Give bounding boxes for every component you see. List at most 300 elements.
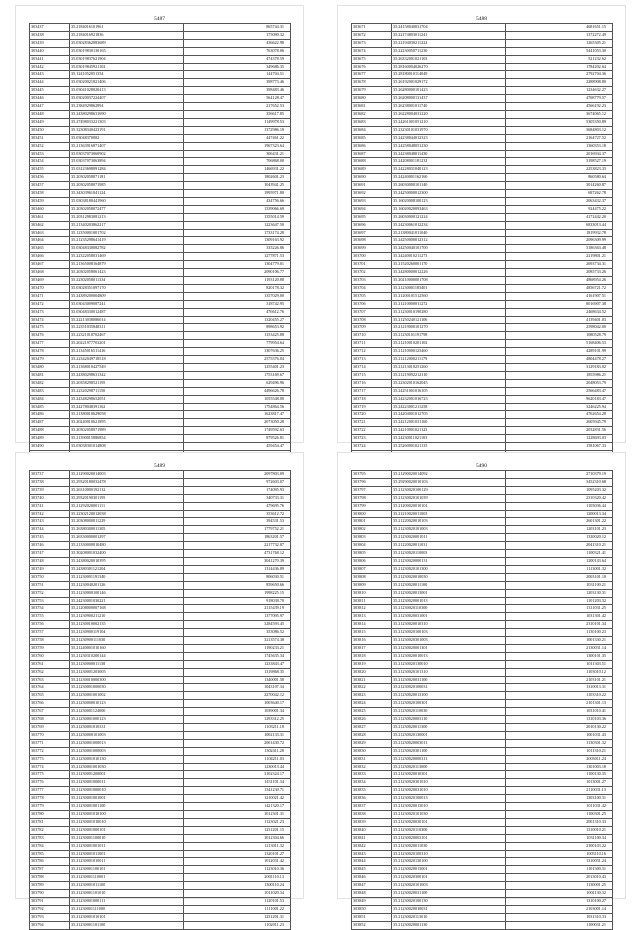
code-cell: 35.21230040201126 [69, 581, 183, 589]
amount-cell: 2003011.24 [506, 755, 613, 763]
row-id-cell: 303826 [352, 716, 392, 724]
amount-cell: 2566483.47 [506, 387, 613, 395]
table-row [30, 166, 291, 174]
data-table [351, 470, 613, 930]
table-row [352, 190, 613, 198]
amount-cell: 1210021.42 [184, 795, 291, 803]
row-id-cell: 303801 [352, 518, 392, 526]
code-cell: 35.21230020001130 [391, 921, 505, 929]
row-id-cell: 303771 [30, 739, 70, 747]
code-cell: 35.21230900211210 [69, 613, 183, 621]
amount-cell: 2693734.31 [506, 261, 613, 269]
amount-cell: 2085733.26 [506, 269, 613, 277]
row-id-cell: 303843 [352, 850, 392, 858]
code-cell: 35.21230020031001 [391, 613, 505, 621]
code-cell: 35.21240001010160 [69, 644, 183, 652]
code-cell: 35.26332001021103 [391, 55, 505, 63]
row-id-cell: 303724 [352, 443, 392, 451]
page-number: 5488 [476, 16, 487, 22]
amount-cell: 356617.85 [184, 110, 291, 118]
code-cell: 35.24228031040123 [391, 166, 505, 174]
amount-cell: 2096309.99 [506, 237, 613, 245]
row-id-cell: 303709 [352, 324, 392, 332]
amount-cell: 1223647.50 [184, 221, 291, 229]
row-id-cell: 303822 [352, 684, 392, 692]
row-id-cell: 303759 [30, 644, 70, 652]
amount-cell: 972603.07 [184, 478, 291, 486]
code-cell: 35.21290020014003 [69, 471, 183, 479]
code-cell: 35.21390015886854 [69, 435, 183, 443]
row-id-cell: 303799 [352, 502, 392, 510]
table-row [352, 755, 613, 763]
table-row [30, 621, 291, 629]
table-row [352, 629, 613, 637]
row-id-cell: 303844 [352, 858, 392, 866]
amount-cell: 1100031.21 [506, 921, 613, 929]
code-cell: 35.21230020000131 [391, 557, 505, 565]
amount-cell: 398773.46 [184, 79, 291, 87]
table-row [30, 197, 291, 205]
code-cell: 35.21230020130010 [391, 660, 505, 668]
code-cell: 35.03037073063894 [69, 158, 183, 166]
table-row [30, 803, 291, 811]
row-id-cell: 303838 [352, 810, 392, 818]
table-row [30, 826, 291, 834]
amount-cell: 4804478.27 [506, 356, 613, 364]
code-cell: 35.21230010190280 [391, 308, 505, 316]
table-row [352, 534, 613, 542]
amount-cell: 479695.76 [184, 502, 291, 510]
amount-cell: 1277871.53 [184, 253, 291, 261]
amount-cell: 1120101.53 [184, 897, 291, 905]
amount-cell: 1113001.32 [506, 565, 613, 573]
code-cell: 35.21230020101039 [391, 494, 505, 502]
row-id-cell: 303792 [30, 905, 70, 913]
table-row [352, 31, 613, 39]
amount-cell: 1190233.21 [184, 644, 291, 652]
code-cell: 35.21230020100310 [391, 850, 505, 858]
code-cell: 35.21230001011001 [69, 850, 183, 858]
table-row [30, 708, 291, 716]
amount-cell: 2103001.14 [506, 905, 613, 913]
table-row [352, 371, 613, 379]
amount-cell: 1310010.21 [506, 826, 613, 834]
amount-cell: 1003110.16 [506, 850, 613, 858]
code-cell: 35.21230020001013 [391, 597, 505, 605]
row-id-cell: 303809 [352, 581, 392, 589]
code-cell: 35.27498033221303 [69, 118, 183, 126]
amount-cell: 1855986.21 [506, 371, 613, 379]
table-row [352, 47, 613, 55]
code-cell: 35.03043009087241 [69, 300, 183, 308]
row-id-cell: 303784 [30, 842, 70, 850]
row-id-cell: 303850 [352, 905, 392, 913]
code-cell: 35.24280000012226 [391, 269, 505, 277]
row-id-cell: 303743 [30, 518, 70, 526]
amount-cell: 1100301.25 [506, 810, 613, 818]
amount-cell: 2575376.04 [184, 356, 291, 364]
row-id-cell: 303480 [30, 363, 70, 371]
table-row [352, 387, 613, 395]
table-row [352, 134, 613, 142]
row-id-cell: 303458 [30, 190, 70, 198]
row-id-cell: 303461 [30, 213, 70, 221]
table-row [30, 356, 291, 364]
table-row [30, 913, 291, 921]
code-cell: 35.21230001000003 [69, 747, 183, 755]
amount-cell: 1230013.44 [184, 763, 291, 771]
amount-cell: 1001330.21 [506, 637, 613, 645]
code-cell: 35.21212000211179 [391, 356, 505, 364]
table-row [30, 526, 291, 534]
amount-cell: 1228693.03 [506, 435, 613, 443]
table-row [352, 292, 613, 300]
table-row [30, 261, 291, 269]
row-id-cell: 303722 [352, 427, 392, 435]
code-cell: 35.03020037224407 [69, 95, 183, 103]
row-id-cell: 303785 [30, 850, 70, 858]
amount-cell: 4172442.20 [506, 213, 613, 221]
row-id-cell: 303803 [352, 534, 392, 542]
table-row [30, 763, 291, 771]
code-cell: 35.21230020301100 [391, 747, 505, 755]
table-row [30, 110, 291, 118]
row-id-cell: 303475 [30, 324, 70, 332]
code-cell: 35.21200101512560 [391, 292, 505, 300]
code-cell: 35.21520260001170 [391, 261, 505, 269]
row-id-cell: 303472 [30, 300, 70, 308]
code-cell: 35.03038180441960 [69, 197, 183, 205]
amount-cell: 459454.47 [184, 443, 291, 451]
table-row [352, 573, 613, 581]
table-row [30, 284, 291, 292]
code-cell: 35.24238044012323 [391, 134, 505, 142]
row-id-cell: 303757 [30, 629, 70, 637]
table-row [30, 150, 291, 158]
code-cell: 35.26030000101140 [391, 182, 505, 190]
row-id-cell: 303681 [352, 103, 392, 111]
amount-cell: 1753169.67 [184, 371, 291, 379]
row-id-cell: 303835 [352, 787, 392, 795]
table-row [30, 71, 291, 79]
row-id-cell: 303751 [30, 581, 70, 589]
row-id-cell: 303829 [352, 739, 392, 747]
code-cell: 35.21220020011031 [391, 542, 505, 550]
amount-cell: 1300101.35 [506, 652, 613, 660]
amount-cell: 1372986.19 [184, 126, 291, 134]
amount-cell: 763078.06 [184, 47, 291, 55]
table-row [352, 118, 613, 126]
table-row [30, 668, 291, 676]
amount-cell: 860580.64 [506, 174, 613, 182]
row-id-cell: 303460 [30, 205, 70, 213]
table-row [30, 269, 291, 277]
table-row [352, 708, 613, 716]
amount-cell: 1203101.23 [506, 526, 613, 534]
amount-cell: 1011020.34 [184, 890, 291, 898]
amount-cell: 2219801.21 [506, 253, 613, 261]
amount-cell: 859650.66 [184, 581, 291, 589]
row-id-cell: 303441 [30, 55, 70, 63]
table-row [30, 39, 291, 47]
table-row [30, 371, 291, 379]
table-row [30, 637, 291, 645]
document-page-2 [337, 5, 626, 449]
code-cell: 35.21230000101003 [69, 731, 183, 739]
code-cell: 35.29320190301195 [69, 494, 183, 502]
table-row [30, 182, 291, 190]
amount-cell: 2101301.13 [506, 700, 613, 708]
amount-cell: 1123021.23 [184, 818, 291, 826]
table-row [30, 731, 291, 739]
code-cell: 35.26310000192112 [69, 486, 183, 494]
row-id-cell: 303448 [30, 110, 70, 118]
amount-cell: 1231201.15 [184, 826, 291, 834]
row-id-cell: 303820 [352, 668, 392, 676]
table-row [30, 237, 291, 245]
amount-cell: 4496626.78 [184, 387, 291, 395]
row-id-cell: 303807 [352, 565, 392, 573]
table-row [352, 692, 613, 700]
row-id-cell: 303452 [30, 142, 70, 150]
table-row [30, 253, 291, 261]
row-id-cell: 303691 [352, 182, 392, 190]
code-cell: 35.21230001001001 [69, 795, 183, 803]
table-row [352, 316, 613, 324]
amount-cell: 5305350.89 [506, 118, 613, 126]
row-id-cell: 303694 [352, 205, 392, 213]
table-row [30, 379, 291, 387]
row-id-cell: 303765 [30, 692, 70, 700]
code-cell: 35.21230001100101 [69, 866, 183, 874]
row-id-cell: 303677 [352, 71, 392, 79]
table-row [352, 221, 613, 229]
table-row [30, 277, 291, 285]
table-row [30, 494, 291, 502]
code-cell: 35.03048330012487 [69, 308, 183, 316]
code-cell: 35.21230020001301 [391, 644, 505, 652]
code-cell: 35.21230020013100 [391, 692, 505, 700]
amount-cell: 4681651.15 [506, 24, 613, 32]
row-id-cell: 303810 [352, 589, 392, 597]
code-cell: 35.21340203862217 [69, 221, 183, 229]
table-row [30, 324, 291, 332]
table-row [30, 95, 291, 103]
code-cell: 35.21219000101270 [391, 324, 505, 332]
code-cell: 35.2184016921836 [69, 31, 183, 39]
table-row [352, 356, 613, 364]
amount-cell: 2016934.37 [506, 150, 613, 158]
code-cell: 35.21230020011100 [391, 581, 505, 589]
amount-cell: 1733174.28 [184, 229, 291, 237]
row-id-cell: 303778 [30, 795, 70, 803]
amount-cell: 1193120.88 [184, 277, 291, 285]
code-cell: 35.21230020010301 [391, 771, 505, 779]
amount-cell: 175090.32 [184, 31, 291, 39]
table-row [30, 395, 291, 403]
code-cell: 35.26228004031220 [391, 110, 505, 118]
row-id-cell: 303484 [30, 395, 70, 403]
amount-cell: 1013001.27 [506, 779, 613, 787]
table-row [30, 79, 291, 87]
row-id-cell: 303805 [352, 550, 392, 558]
row-id-cell: 303683 [352, 118, 392, 126]
amount-cell: 1043941.25 [184, 182, 291, 190]
code-cell: 35.21230020110003 [391, 550, 505, 558]
row-id-cell: 303755 [30, 613, 70, 621]
amount-cell: 1265305.21 [506, 39, 613, 47]
code-cell: 35.21368010427549 [69, 363, 183, 371]
row-id-cell: 303828 [352, 731, 392, 739]
row-id-cell: 303834 [352, 779, 392, 787]
amount-cell: 1357029.00 [184, 292, 291, 300]
code-cell: 35.21230010000300 [69, 676, 183, 684]
code-cell: 35.24240010211273 [391, 253, 505, 261]
amount-cell: 1123010.36 [184, 866, 291, 874]
table-row [30, 676, 291, 684]
row-id-cell: 303489 [30, 435, 70, 443]
table-row [30, 518, 291, 526]
table-row [30, 471, 291, 479]
table-row [352, 435, 613, 443]
table-row [30, 427, 291, 435]
table-row [352, 348, 613, 356]
row-id-cell: 303439 [30, 39, 70, 47]
amount-cell: 398483.46 [184, 87, 291, 95]
row-id-cell: 303686 [352, 142, 392, 150]
amount-cell: 2601301.22 [506, 518, 613, 526]
row-id-cell: 303468 [30, 269, 70, 277]
amount-cell: 1330020.12 [506, 534, 613, 542]
row-id-cell: 303442 [30, 63, 70, 71]
table-row [30, 795, 291, 803]
row-id-cell: 303747 [30, 550, 70, 558]
amount-cell: 217652.53 [184, 103, 291, 111]
table-row [352, 724, 613, 732]
code-cell: 35.24240001162160 [391, 174, 505, 182]
code-cell: 35.26280000101423 [391, 87, 505, 95]
code-cell: 35.24212001031160 [391, 419, 505, 427]
amount-cell: 898653.92 [184, 324, 291, 332]
amount-cell: 2710379.19 [506, 471, 613, 479]
table-row [352, 700, 613, 708]
table-row [30, 581, 291, 589]
amount-cell: 1360353.18 [506, 142, 613, 150]
code-cell: 35.21230001011100 [69, 882, 183, 890]
row-id-cell: 303791 [30, 897, 70, 905]
code-cell: 35.21230020011030 [391, 842, 505, 850]
code-cell: 35.24230061012234 [391, 221, 505, 229]
code-cell: 35.21292020001111 [69, 502, 183, 510]
table-row [352, 284, 613, 292]
code-cell: 35.21210000011272 [391, 300, 505, 308]
code-cell: 35.22321018702467 [69, 332, 183, 340]
row-id-cell: 303474 [30, 316, 70, 324]
row-id-cell: 303848 [352, 890, 392, 898]
amount-cell: 1339066.69 [184, 205, 291, 213]
table-row [30, 443, 291, 451]
table-row [30, 103, 291, 111]
page-number: 5489 [154, 463, 165, 469]
amount-cell: 820178.32 [184, 284, 291, 292]
row-id-cell: 303482 [30, 379, 70, 387]
row-id-cell: 303690 [352, 174, 392, 182]
amount-cell: 2605945.79 [506, 419, 613, 427]
table-row [352, 174, 613, 182]
row-id-cell: 303719 [352, 403, 392, 411]
code-cell: 35.24232001016723 [391, 395, 505, 403]
table-row [30, 478, 291, 486]
table-row [30, 890, 291, 898]
amount-cell: 1031100.21 [506, 581, 613, 589]
code-cell: 35.20240010621895 [69, 419, 183, 427]
code-cell: 35.21230001000030 [69, 684, 183, 692]
row-id-cell: 303783 [30, 834, 70, 842]
code-cell: 35.21230001000010 [69, 787, 183, 795]
row-id-cell: 303446 [30, 95, 70, 103]
row-id-cell: 303671 [352, 24, 392, 32]
document-page-3 [15, 452, 304, 927]
amount-cell: 1341230.71 [184, 787, 291, 795]
code-cell: 35.22174803011241 [391, 31, 505, 39]
code-cell: 35.20312983081213 [69, 213, 183, 221]
row-id-cell: 303438 [30, 31, 70, 39]
code-cell: 35.21230020101030 [391, 810, 505, 818]
table-row [30, 205, 291, 213]
code-cell: 35.21345016511416 [69, 348, 183, 356]
table-row [30, 292, 291, 300]
table-row [352, 237, 613, 245]
table-row [30, 55, 291, 63]
table-row [352, 557, 613, 565]
row-id-cell: 303788 [30, 874, 70, 882]
table-row [352, 71, 613, 79]
code-cell: 35.21230001000101 [69, 826, 183, 834]
row-id-cell: 303676 [352, 63, 392, 71]
amount-cell: 3041270.39 [184, 557, 291, 565]
row-id-cell: 303741 [30, 502, 70, 510]
amount-cell: 687262.78 [506, 190, 613, 198]
amount-cell: 2110031.13 [506, 787, 613, 795]
amount-cell: 5186363.48 [506, 245, 613, 253]
row-id-cell: 303836 [352, 795, 392, 803]
code-cell: 35.26208000131437 [391, 95, 505, 103]
amount-cell: 3198527.19 [506, 158, 613, 166]
table-row [30, 435, 291, 443]
amount-cell: 1003640.17 [184, 700, 291, 708]
amount-cell: 2310101.34 [506, 621, 613, 629]
amount-cell: 1421320.17 [184, 803, 291, 811]
table-row [30, 724, 291, 732]
data-table [29, 470, 291, 930]
row-id-cell: 303817 [352, 644, 392, 652]
row-id-cell: 303800 [352, 510, 392, 518]
code-cell: 35.24250040101700 [391, 245, 505, 253]
code-cell: 35.22320298711150 [69, 387, 183, 395]
code-cell: 35.34303961041124 [69, 190, 183, 198]
amount-cell: 1310013.31 [506, 684, 613, 692]
code-cell: 35.21363916871407 [69, 142, 183, 150]
table-row [352, 245, 613, 253]
amount-cell: 1153425.88 [184, 332, 291, 340]
row-id-cell: 303749 [30, 565, 70, 573]
amount-cell: 1149978.53 [184, 118, 291, 126]
code-cell: 35.21230001000013 [69, 739, 183, 747]
table-row [352, 676, 613, 684]
table-row [352, 921, 613, 929]
table-row [352, 103, 613, 111]
table-row [352, 866, 613, 874]
